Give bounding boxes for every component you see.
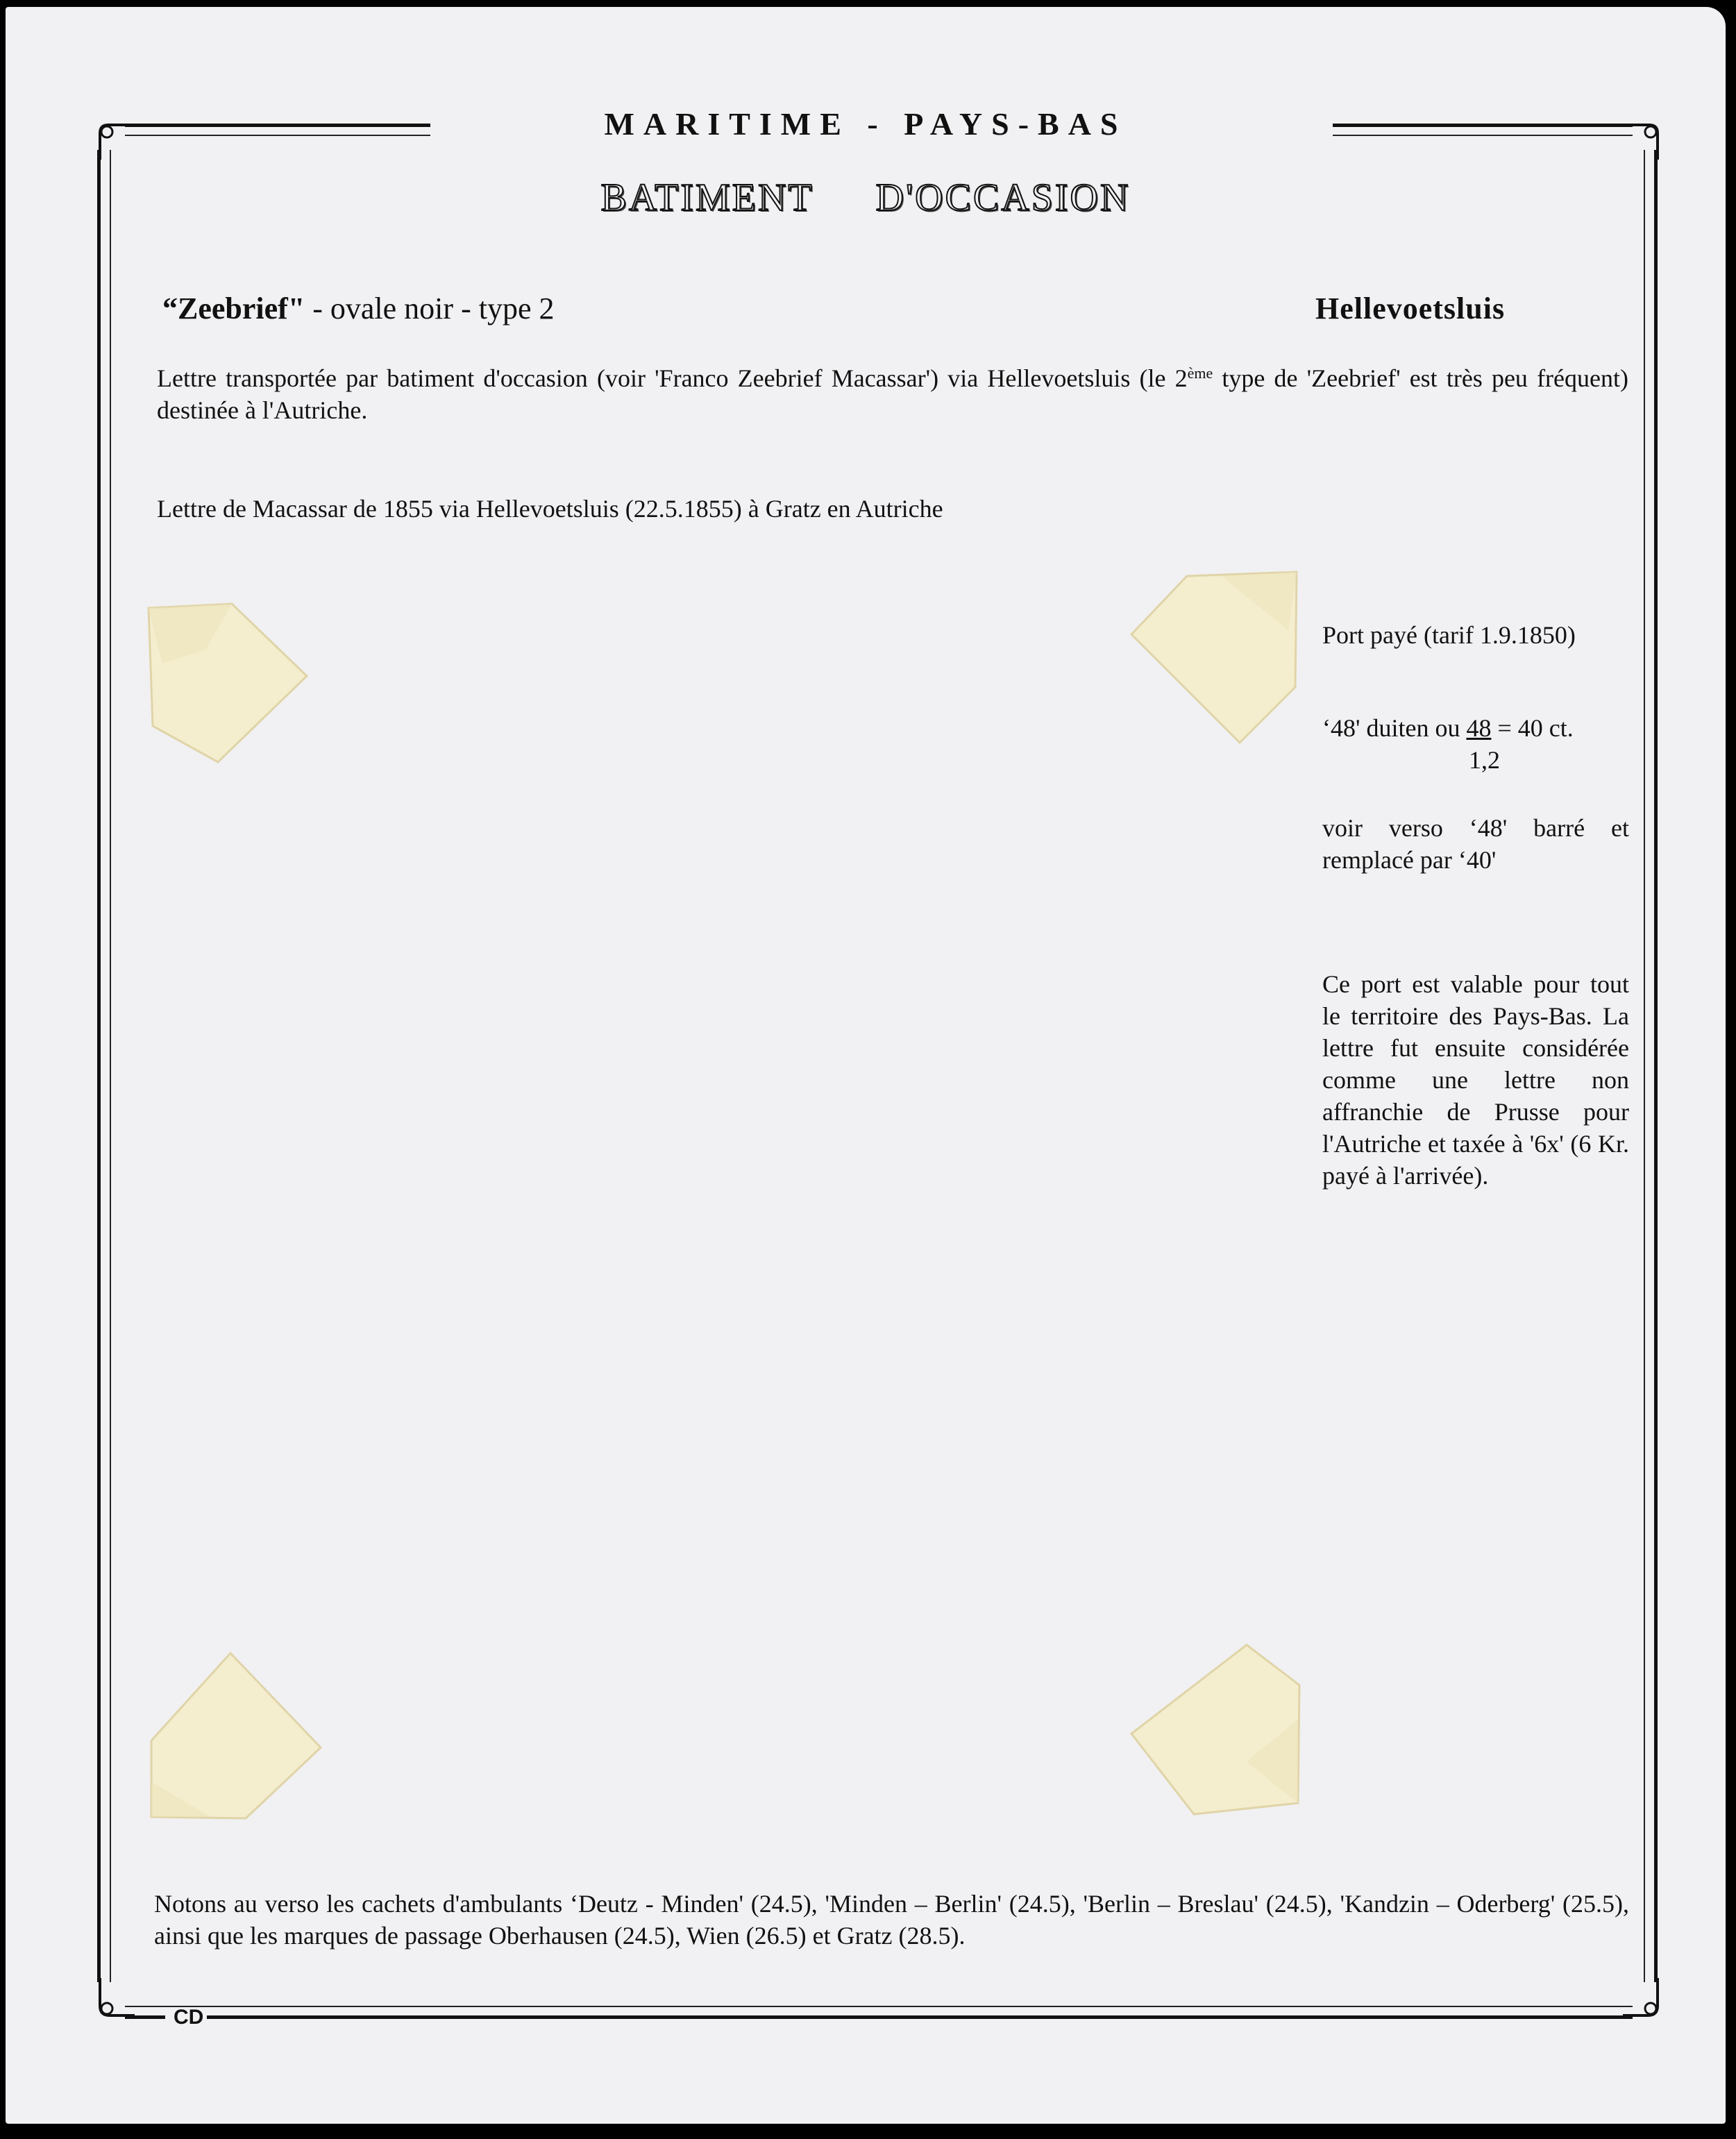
page-subtitle-right: D'OCCASION xyxy=(875,176,1131,219)
section-heading-right: Hellevoetsluis xyxy=(1315,291,1506,326)
note-duiten-line xyxy=(1322,712,1629,744)
note-duiten xyxy=(1322,712,1629,776)
album-page xyxy=(6,7,1726,2124)
frame-left-outer xyxy=(97,150,101,1982)
duiten-prefix: ‘48' duiten ou xyxy=(1322,714,1467,742)
footer-paragraph: Notons au verso les cachets d'ambulants ‘Deutz - Minden' (24.5), 'Minden – Berlin' (24.5), 'Berlin – Breslau' (24.5), 'Kandzin – Oderberg' (25.5), ainsi que les marques de passage Oberhausen (24.5), Wien (26.5) et Gratz (28.5). xyxy=(154,1890,1629,1950)
frame-right-outer xyxy=(1654,150,1658,1982)
duiten-divisor: 1,2 xyxy=(1469,746,1500,774)
letter-route-line: Lettre de Macassar de 1855 via Hellevoetsluis (22.5.1855) à Gratz en Autriche xyxy=(157,495,943,523)
description-part-2: type de 'Zeebrief' est très peu fréquent) destinée à l'Autriche. xyxy=(157,364,1628,424)
note-port: Port payé (tarif 1.9.1850) xyxy=(1322,621,1576,649)
zeebrief-type: - ovale noir - type 2 xyxy=(305,291,555,326)
photo-corner-mount-bottom-right xyxy=(1122,1637,1309,1824)
photo-corner-mount-bottom-left xyxy=(142,1643,329,1831)
photo-corner-mount-top-left xyxy=(142,601,315,768)
frame-corner-bottom-left-ornament xyxy=(93,1978,135,2024)
description-superscript: ème xyxy=(1187,364,1213,382)
description-part-1: Lettre transportée par batiment d'occasion (voir 'Franco Zeebrief Macassar') via Hellevoetsluis (le 2 xyxy=(157,364,1188,392)
page-subtitle xyxy=(6,176,1726,220)
duiten-underlined: 48 xyxy=(1466,714,1492,742)
description-paragraph xyxy=(157,362,1628,426)
page-title: MARITIME - PAYS-BAS xyxy=(604,106,1127,142)
frame-corner-bottom-right-ornament xyxy=(1623,1978,1665,2024)
duiten-suffix: = 40 ct. xyxy=(1491,714,1574,742)
monogram: CD xyxy=(174,2006,204,2029)
zeebrief-label: “Zeebrief" xyxy=(162,291,305,326)
note-verso: voir verso ‘48' barré et remplacé par ‘40' xyxy=(1322,814,1629,874)
frame-bottom-rule-inner xyxy=(125,2006,1633,2007)
frame-right-inner xyxy=(1644,150,1645,1982)
note-validity: Ce port est valable pour tout le territoire des Pays-Bas. La lettre fut ensuite considérée comme une lettre non affranchie de Prusse pour l'Autriche et taxée à '6x' (6 Kr. payé à l'arrivée). xyxy=(1322,970,1629,1190)
frame-left-inner xyxy=(110,150,111,1982)
section-heading-left xyxy=(162,293,554,325)
photo-corner-mount-top-right xyxy=(1118,568,1305,748)
frame-bottom-rule xyxy=(207,2015,1633,2019)
page-subtitle-left: BATIMENT xyxy=(600,176,814,219)
